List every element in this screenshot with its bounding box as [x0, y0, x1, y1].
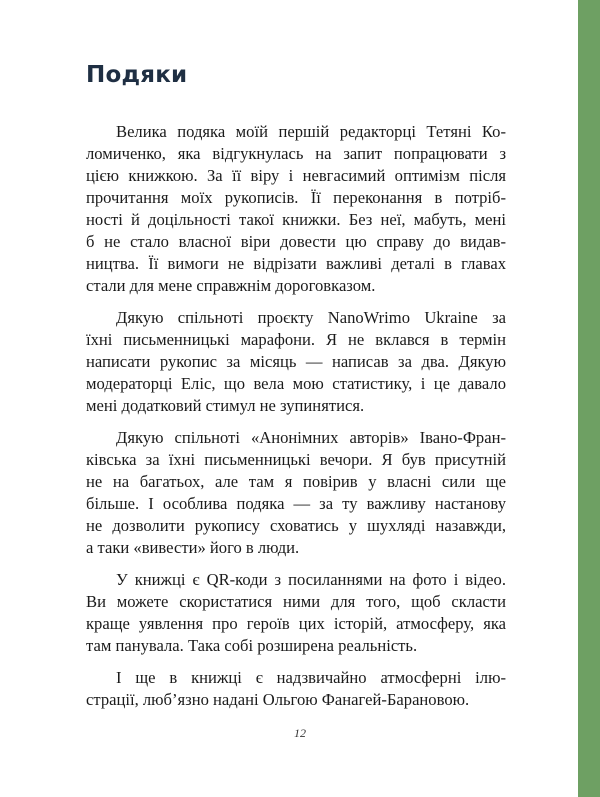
- text-line: ківська за їхні письменницькі вечори. Я був присутній: [86, 450, 506, 469]
- text-line: модераторці Еліс, що вела мою статистику, і це давало: [86, 374, 506, 393]
- text-line: написати рукопис за місяць — написав за два. Дякую: [86, 352, 506, 371]
- text-line: Дякую спільноті «Анонімних авторів» Івано-Фран-: [116, 428, 506, 447]
- text-line: краще уявлення про героїв цих історій, атмосферу, яка: [86, 614, 506, 633]
- text-line: стали для мене справжнім дороговказом.: [86, 276, 376, 295]
- text-line: б не стало власної віри довести цю справу до видав-: [86, 232, 506, 251]
- text-line: страції, люб’язно надані Ольгою Фанагей-Барановою.: [86, 690, 470, 709]
- text-line: мені додатковий стимул не зупинятися.: [86, 396, 365, 415]
- text-line: їхні письменницькі марафони. Я не вклався в термін: [86, 330, 506, 349]
- paragraph: [86, 307, 506, 417]
- text-line: ництва. Її вимоги не відрізати важливі деталі в главах: [86, 254, 506, 273]
- text-line: не на багатьох, але там я повірив у власні сили ще: [86, 472, 506, 491]
- text-line: Дякую спільноті проєкту NanoWrimo Ukraine за: [116, 308, 506, 327]
- text-line: не дозволити рукопису сховатись у шухляді назавжди,: [86, 516, 506, 535]
- text-line: цією книжкою. За її віру і невгасимий оптимізм після: [86, 166, 506, 185]
- paragraph: [86, 121, 506, 297]
- text-line: Ви можете скористатися ними для того, щоб скласти: [86, 592, 506, 611]
- page-heading: Подяки: [86, 62, 188, 88]
- body-text: [86, 121, 506, 721]
- text-line: прочитання моїх рукописів. Її переконання в потріб-: [86, 188, 506, 207]
- paragraph: [86, 427, 506, 559]
- paragraph: [86, 569, 506, 657]
- text-line: ності й доцільності такої книжки. Без неї, мабуть, мені: [86, 210, 506, 229]
- text-line: більше. І особлива подяка — за ту важливу настанову: [86, 494, 506, 513]
- text-line: ломиченко, яка відгукнулась на запит попрацювати з: [86, 144, 506, 163]
- green-edge-band: [578, 0, 600, 797]
- page-number: 12: [294, 726, 306, 740]
- text-line: а таки «вивести» його в люди.: [86, 538, 300, 557]
- text-line: У книжці є QR-коди з посиланнями на фото і відео.: [116, 570, 506, 589]
- text-line: там панувала. Така собі розширена реальність.: [86, 636, 418, 655]
- text-line: Велика подяка моїй першій редакторці Тетяні Ко-: [116, 122, 506, 141]
- text-line: І ще в книжці є надзвичайно атмосферні ілю-: [116, 668, 506, 687]
- paragraph: [86, 667, 506, 711]
